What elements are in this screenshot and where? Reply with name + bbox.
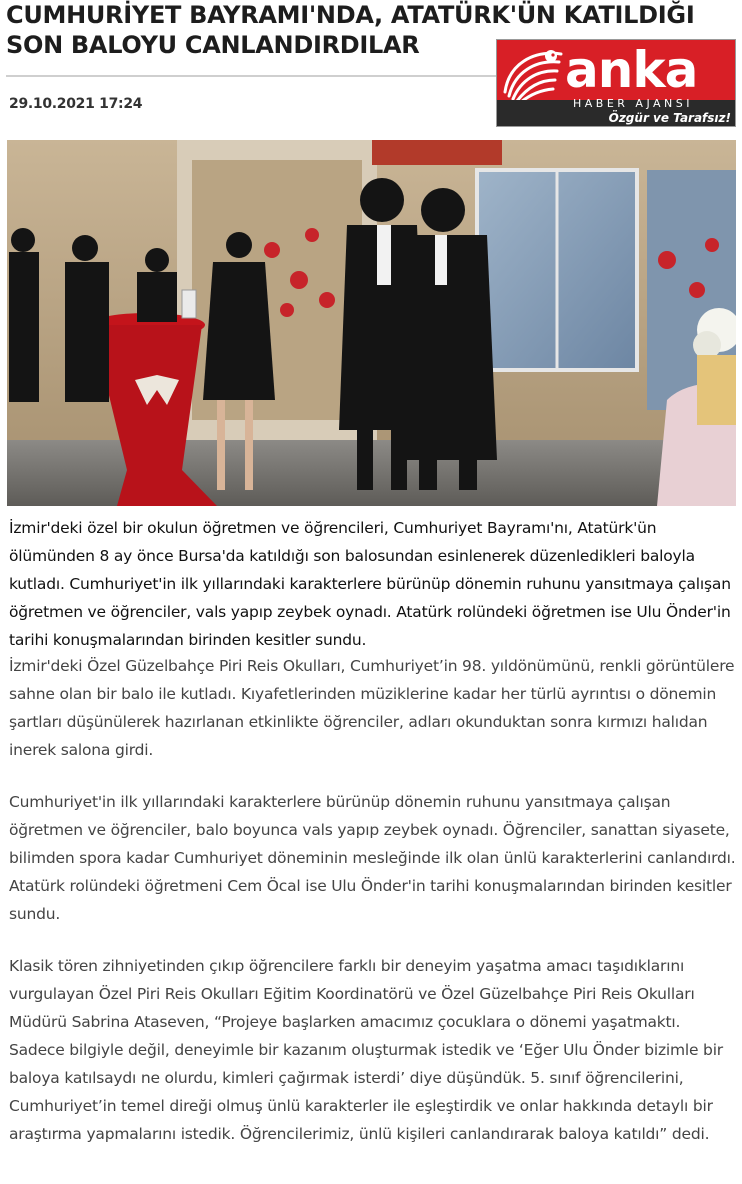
article-photo [7,140,736,506]
logo-tagline: Özgür ve Tarafsız! [608,111,731,125]
phoenix-icon [499,44,567,104]
article-paragraph-2: Cumhuriyet'in ilk yıllarındaki karakterlere bürünüp dönemin ruhunu yansıtmaya çalışan öğretmen ve öğrenciler, balo boyunca vals yapıp zeybek oynadı. Öğrenciler, sanattan siyasete, bilimden spora kadar Cumhuriyet döneminin mesleğinde ilk olan ünlü karakterlerini canlandırdı. Atatürk rolündeki öğretmeni Cem Öcal ise Ulu Önder'in tarihi konuşmalarından birinden kesitler sundu. [9,793,736,923]
article-lead: İzmir'deki özel bir okulun öğretmen ve öğrencileri, Cumhuriyet Bayramı'nı, Atatürk'ün ölümünden 8 ay önce Bursa'da katıldığı son balosundan esinlenerek düzenledikleri baloyla kutladı. Cumhuriyet'in ilk yıllarındaki karakterlere bürünüp dönemin ruhunu yansıtmaya çalışan öğretmen ve öğrenciler, vals yapıp zeybek oynadı. Atatürk rolündeki öğretmen ise Ulu Önder'in tarihi konuşmalarından birinden kesitler sundu. [9,519,731,649]
publish-date: 29.10.2021 17:24 [9,96,143,112]
article-title: CUMHURİYET BAYRAMI'NDA, ATATÜRK'ÜN KATILDIĞI SON BALOYU CANLANDIRDILAR [6,1,695,59]
logo-subtitle: HABER AJANSI [573,97,693,110]
anka-logo[interactable] [496,39,736,127]
photo-image [7,140,736,506]
logo-wordmark: anka [565,41,698,99]
article-paragraph-3: Klasik tören zihniyetinden çıkıp öğrencilere farklı bir deneyim yaşatma amacı taşıdıklarını vurgulayan Özel Piri Reis Okulları Eğitim Koordinatörü ve Özel Güzelbahçe Piri Reis Okulları Müdürü Sabrina Ataseven, “Projeye başlarken amacımız çocuklara o dönemi yaşatmaktı. Sadece bilgiyle değil, deneyimle bir kazanım oluşturmak istedik ve ‘Eğer Ulu Önder bizimle bir baloya katılsaydı ne olurdu, kimleri çağırmak isterdi’ diye düşündük. 5. sınıf öğrencilerini, Cumhuriyet’in temel direği olmuş ünlü karakterler ile eşleştirdik ve onlar hakkında detaylı bir araştırma yapmalarını istedik. Öğrencilerimiz, ünlü kişileri canlandırarak baloya katıldı” dedi. [9,957,723,1143]
article-paragraph-1: İzmir'deki Özel Güzelbahçe Piri Reis Okulları, Cumhuriyet’in 98. yıldönümünü, renkli görüntülere sahne olan bir balo ile kutladı. Kıyafetlerinden müziklerine kadar her türlü ayrıntısı o dönemin şartları düşünülerek hazırlanan etkinlikte öğrenciler, adları okunduktan sonra kırmızı halıdan inerek salona girdi. [9,657,735,759]
title-divider [6,75,496,77]
